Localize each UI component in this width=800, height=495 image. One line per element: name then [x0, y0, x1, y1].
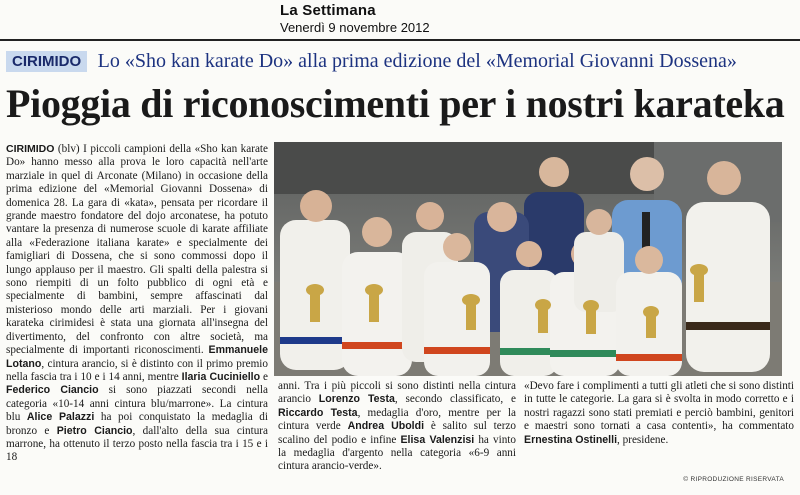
- body-text: anni. Tra i più piccoli si sono distinti nella cintura arancio: [278, 380, 516, 406]
- kicker-text: Lo «Sho kan karate Do» alla prima edizione del «Memorial Giovanni Dossena»: [97, 50, 737, 72]
- body-text: e: [260, 370, 268, 383]
- athlete-name: Ernestina Ostinelli: [524, 433, 618, 446]
- body-text: «Devo fare i complimenti a tutti gli atleti che si sono distinti in tutte le categorie. La gara si è svolta in modo corretto e i nostri ragazzi sono stati premiati e perciò bambini, genitori e maestri sono tornati a casa contenti», ha commentato: [524, 380, 794, 433]
- col3-text: [524, 380, 794, 446]
- athlete-name: Alice Palazzi: [26, 411, 95, 424]
- kicker-row: [6, 50, 796, 76]
- athlete-name: Andrea Uboldi: [347, 420, 425, 433]
- body-text: , secondo classificato, e: [394, 393, 516, 406]
- article-column-1: [6, 143, 268, 478]
- byline: (blv): [54, 143, 84, 155]
- article-column-3: [524, 380, 794, 480]
- athlete-name: Riccardo Testa: [278, 406, 358, 419]
- dateline: CIRIMIDO: [6, 143, 55, 155]
- masthead: [280, 2, 520, 35]
- article-column-2: [278, 380, 516, 490]
- body-text: ha vinto la medaglia d'argento nella categoria «6-9 anni cintura arancio-verde».: [278, 433, 516, 473]
- copyright-credit: © RIPRODUZIONE RISERVATA: [683, 476, 784, 483]
- body-text: , presidene.: [617, 433, 669, 446]
- team-photo: [274, 142, 782, 376]
- body-text: ha poi conquistato la medaglia di bronzo e: [6, 411, 268, 437]
- body-text: è salito sul terzo scalino del podio e infine: [278, 420, 516, 446]
- athlete-name: Federico Ciancio: [6, 384, 99, 397]
- athlete-name: Lorenzo Testa: [318, 393, 395, 406]
- publication-name: La Settimana: [280, 2, 376, 19]
- body-text: , dall'alto della sua cintura marrone, ha ottenuto il terzo posto nella fascia tra i 15 e i 18: [6, 424, 268, 464]
- col1-text: [6, 143, 268, 463]
- col2-text: [278, 380, 516, 472]
- body-text: si sono piazzati secondi nella categoria «10-14 anni cintura blu/marrone». La cintura blu: [6, 384, 268, 424]
- masthead-rule: [0, 39, 800, 41]
- team-photo-illustration: [274, 142, 782, 376]
- athlete-name: Elisa Valenzisi: [400, 433, 475, 446]
- athlete-name: Pietro Ciancio: [56, 424, 133, 437]
- athlete-name: Ilaria Cuciniello: [181, 370, 261, 383]
- athlete-name: Emmanuele Lotano: [6, 344, 268, 370]
- body-text: , medaglia d'oro, mentre per la cintura verde: [278, 406, 516, 433]
- body-text: I piccoli campioni della «Sho kan karate Do» hanno messo alla prova le loro capacità nell'arte marziale in quel di Arconate (Milano) in occasione della prima edizione del «Memorial Giovanni Dossena» di domenica 28. La gara di «kata», pensata per ricordare il grande maestro fondatore del dojo arconatese, ha potuto vantare la presenza di numerose scuole di karate affiliate alla «Federazione italiana karate» e specialmente dei famigliari di Dossena, che si sono commossi dopo il lungo applauso per il maestro. Gli spalti della palestra si sono riempiti di un folto pubblico di ogni età e specialmente di bambini, sempre affascinati dal misterioso mondo delle arti marziali. Per i giovani karateka cirimidesi è stata una giornata all'insegna del divertimento, del confronto con altre società, ma specialmente di importanti riconoscimenti.: [6, 143, 268, 357]
- headline: Pioggia di riconoscimenti per i nostri karateka: [6, 81, 785, 126]
- body-text: , cintura arancio, si è distinto con il primo premio nella fascia tra i 10 e i 14 anni, mentre: [6, 357, 268, 383]
- location-tag: CIRIMIDO: [6, 51, 87, 72]
- publication-date: Venerdì 9 novembre 2012: [280, 20, 430, 35]
